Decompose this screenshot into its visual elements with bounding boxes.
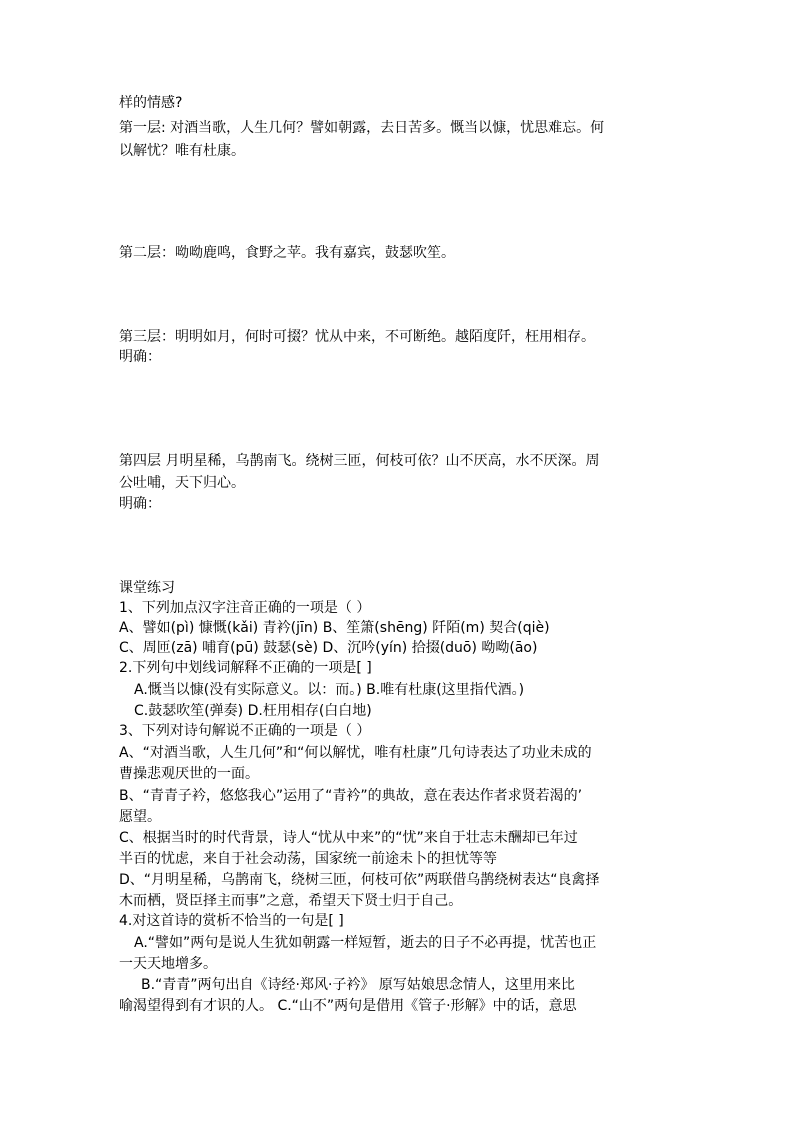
question-1-options-cd: C、周匝(zā) 哺育(pū) 鼓瑟(sè) D、沉吟(yín) 拾掇(duō) 呦呦(āo) [119, 640, 538, 656]
section-heading: 课堂练习 [119, 580, 175, 596]
question-3-option-d-cont: 木而栖，贤臣择主而事”之意，希望天下贤士归于自己。 [119, 893, 463, 909]
text-line: 以解忧？唯有杜康。 [119, 143, 245, 159]
question-3-option-c-cont: 半百的忧虑，来自于社会动荡，国家统一前途未卜的担忧等等 [119, 851, 497, 867]
text-line: 第三层：明明如月，何时可掇？忧从中来，不可断绝。越陌度阡，枉用相存。 [119, 329, 595, 345]
question-3-option-d: D、“月明星稀，乌鹊南飞，绕树三匝，何枝可依”两联借乌鹊绕树表达“良禽择 [119, 872, 600, 888]
question-4-option-a-cont: 一天天地增多。 [119, 956, 217, 972]
question-2: 2.下列句中划线词解释不正确的一项是[ ] [119, 660, 372, 676]
text-line: 明确： [119, 496, 161, 512]
question-3-option-c: C、根据当时的时代背景，诗人“忧从中来”的“忧”来自于壮志未酬却已年过 [119, 830, 578, 846]
text-line: 样的情感? [119, 95, 183, 111]
question-3-option-a: A、“对酒当歌，人生几何”和“何以解忧，唯有杜康”几句诗表达了功业未成的 [119, 745, 592, 761]
question-2-options-ab: A.慨当以慷(没有实际意义。以：而。) B.唯有杜康(这里指代酒。) [134, 682, 525, 698]
text-line: 第四层 月明星稀，乌鹊南飞。绕树三匝，何枝可依？山不厌高，水不厌深。周 [119, 453, 600, 469]
question-1: 1、下列加点汉字注音正确的一项是（ ） [119, 600, 371, 616]
text-line: 第一层: 对酒当歌，人生几何？譬如朝露，去日苦多。慨当以慷，忧思难忘。何 [119, 120, 605, 136]
question-3: 3、下列对诗句解说不正确的一项是（ ） [119, 723, 371, 739]
question-4-option-a: A.“譬如”两句是说人生犹如朝露一样短暂，逝去的日子不必再提，忧苦也正 [134, 935, 597, 951]
text-line: 第二层：呦呦鹿鸣，食野之苹。我有嘉宾，鼓瑟吹笙。 [119, 245, 455, 261]
text-line: 明确： [119, 349, 161, 365]
question-2-options-cd: C.鼓瑟吹笙(弹奏) D.枉用相存(白白地) [134, 703, 372, 719]
question-4-option-c: 喻渴望得到有才识的人。 C.“山不”两句是借用《管子·形解》中的话，意思 [119, 998, 577, 1014]
question-4-option-b: B.“青青”两句出自《诗经·郑风·子衿》 原写姑娘思念情人，这里用来比 [141, 977, 575, 993]
text-line: 公吐哺，天下归心。 [119, 475, 245, 491]
question-1-options-ab: A、譬如(pì) 慷慨(kǎi) 青衿(jīn) B、笙箫(shēng) 阡陌(m) 契合(qiè) [119, 620, 550, 636]
question-3-option-b: B、“青青子衿，悠悠我心”运用了“青衿”的典故，意在表达作者求贤若渴的’ [119, 788, 583, 804]
question-3-option-b-cont: 愿望。 [119, 809, 161, 825]
question-4: 4.对这首诗的赏析不恰当的一句是[ ] [119, 913, 344, 929]
question-3-option-a-cont: 曹操悲观厌世的一面。 [119, 766, 259, 782]
